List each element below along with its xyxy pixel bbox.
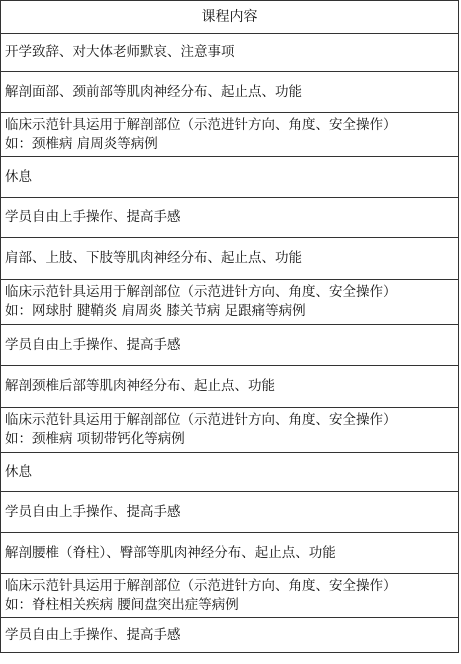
row-text-second-line: 如：颈椎病 项韧带钙化等病例 xyxy=(5,431,185,447)
row-text: 学员自由上手操作、提高手感 xyxy=(5,336,181,353)
table-row xyxy=(1,238,458,280)
row-text: 解剖颈椎后部等肌肉神经分布、起止点、功能 xyxy=(5,378,275,394)
table-row xyxy=(1,113,458,157)
table-row xyxy=(1,408,458,453)
row-text: 开学致辞、对大体老师默哀、注意事项 xyxy=(5,44,235,60)
row-text: 学员自由上手操作、提高手感 xyxy=(5,209,181,225)
row-text: 学员自由上手操作、提高手感 xyxy=(5,626,181,643)
row-text: 临床示范针具运用于解剖部位（示范进针方向、角度、安全操作） xyxy=(5,116,397,133)
table-header xyxy=(1,1,458,34)
row-text: 临床示范针具运用于解剖部位（示范进针方向、角度、安全操作） xyxy=(5,412,397,428)
row-text-second-line: 如：网球肘 腱鞘炎 肩周炎 膝关节病 足跟痛等病例 xyxy=(5,303,306,319)
row-text: 临床示范针具运用于解剖部位（示范进针方向、角度、安全操作） xyxy=(5,284,397,300)
row-text: 休息 xyxy=(5,463,32,480)
row-text: 临床示范针具运用于解剖部位（示范进针方向、角度、安全操作） xyxy=(5,577,397,594)
table-row xyxy=(1,533,458,574)
row-text: 解剖腰椎（脊柱）、臀部等肌肉神经分布、起止点、功能 xyxy=(5,544,336,561)
row-text: 肩部、上肢、下肢等肌肉神经分布、起止点、功能 xyxy=(5,250,302,266)
table-row xyxy=(1,198,458,238)
table-row xyxy=(1,72,458,113)
table-row xyxy=(1,366,458,408)
table-row xyxy=(1,325,458,366)
header-label: 课程内容 xyxy=(201,8,258,25)
table-row xyxy=(1,280,458,325)
row-text-second-line: 如：颈椎病 肩周炎等病例 xyxy=(5,135,158,152)
row-text: 休息 xyxy=(5,168,32,185)
table-row xyxy=(1,574,458,618)
table-row xyxy=(1,453,458,492)
table-row xyxy=(1,34,458,72)
row-text: 学员自由上手操作、提高手感 xyxy=(5,503,181,520)
row-text: 解剖面部、颈前部等肌肉神经分布、起止点、功能 xyxy=(5,83,302,100)
table-row xyxy=(1,157,458,198)
table-row xyxy=(1,492,458,533)
row-text-second-line: 如：脊柱相关疾病 腰间盘突出症等病例 xyxy=(5,596,239,613)
table-row xyxy=(1,618,458,653)
